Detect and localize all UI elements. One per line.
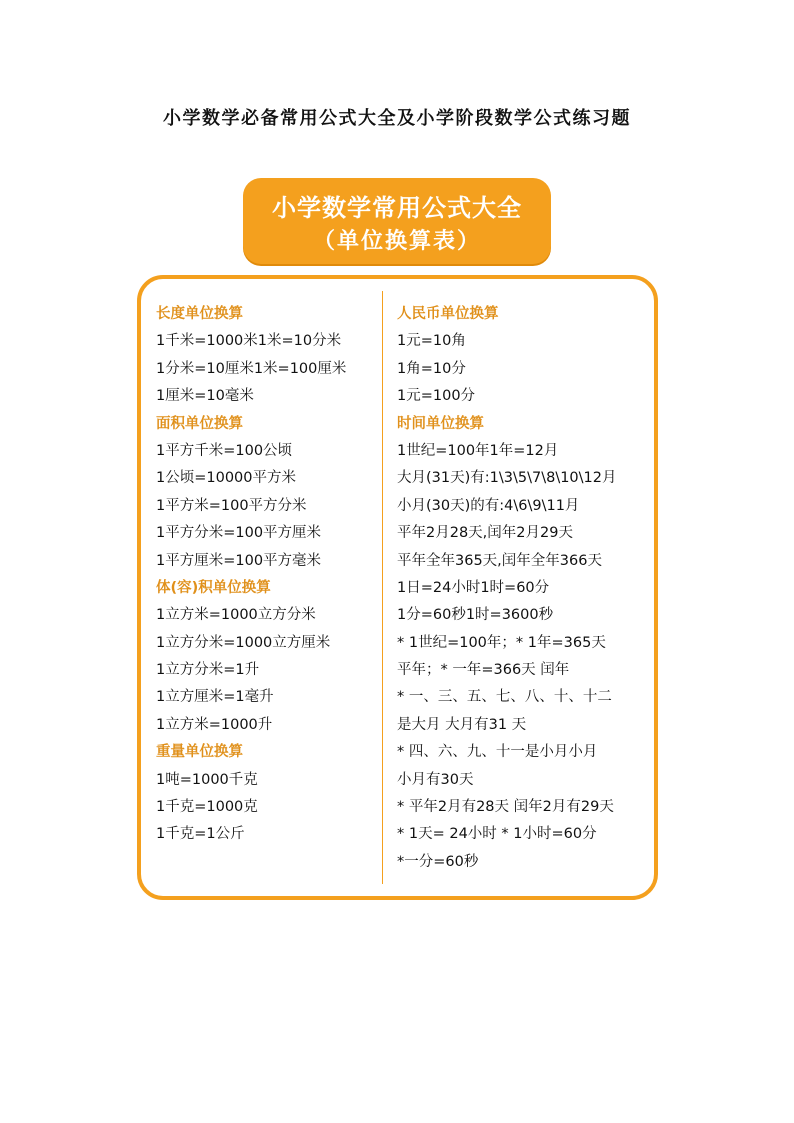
conversion-line: *一分=60秒: [397, 853, 479, 870]
conversion-line: 1分米=10厘米1米=100厘米: [156, 360, 347, 377]
conversion-line: * 一、三、五、七、八、十、十二: [397, 689, 612, 706]
conversion-line: 小月(30天)的有:4\6\9\11月: [397, 497, 580, 514]
conversion-line: 1立方米=1000升: [156, 716, 273, 733]
conversion-line: 是大月 大月有31 天: [397, 716, 527, 733]
column-divider: [382, 291, 383, 884]
conversion-line: 1公顷=10000平方米: [156, 470, 297, 487]
conversion-line: 1厘米=10毫米: [156, 388, 254, 405]
conversion-line: 1元=100分: [397, 388, 476, 405]
conversion-line: 1世纪=100年1年=12月: [397, 442, 559, 459]
section-heading: 面积单位换算: [156, 415, 243, 432]
conversion-line: * 1天= 24小时 * 1小时=60分: [397, 826, 597, 843]
conversion-line: * 平年2月有28天 闰年2月有29天: [397, 799, 614, 816]
conversion-line: 1立方米=1000立方分米: [156, 607, 316, 624]
conversion-line: 平年2月28天,闰年2月29天: [397, 525, 573, 542]
conversion-line: 1千克=1公斤: [156, 826, 245, 843]
conversion-line: * 四、六、九、十一是小月小月: [397, 744, 598, 761]
section-heading: 重量单位换算: [156, 744, 243, 761]
conversion-line: * 1世纪=100年；* 1年=365天: [397, 634, 606, 651]
page-title: 小学数学必备常用公式大全及小学阶段数学公式练习题: [163, 108, 631, 129]
banner-subtitle: （单位换算表）: [312, 229, 481, 254]
conversion-table-card: [137, 275, 658, 900]
section-banner: [243, 178, 551, 264]
conversion-line: 1平方分米=100平方厘米: [156, 525, 322, 542]
left-column: [156, 301, 376, 849]
conversion-line: 1立方分米=1000立方厘米: [156, 634, 331, 651]
conversion-line: 1平方千米=100公顷: [156, 442, 293, 459]
conversion-line: 1立方分米=1升: [156, 662, 260, 679]
section-heading: 长度单位换算: [156, 306, 243, 322]
conversion-line: 平年；* 一年=366天 闰年: [397, 662, 570, 679]
conversion-line: 1立方厘米=1毫升: [156, 689, 274, 706]
section-heading: 人民币单位换算: [397, 306, 499, 322]
section-heading: 体(容)积单位换算: [156, 579, 271, 596]
conversion-line: 1平方米=100平方分米: [156, 497, 307, 514]
conversion-line: 1角=10分: [397, 360, 466, 377]
conversion-line: 小月有30天: [397, 771, 474, 788]
banner-title: 小学数学常用公式大全: [272, 194, 522, 222]
right-column: [397, 301, 647, 876]
conversion-line: 1日=24小时1时=60分: [397, 579, 550, 596]
conversion-line: 大月(31天)有:1\3\5\7\8\10\12月: [397, 470, 617, 487]
conversion-line: 平年全年365天,闰年全年366天: [397, 552, 602, 569]
conversion-line: 1分=60秒1时=3600秒: [397, 607, 554, 624]
conversion-line: 1平方厘米=100平方毫米: [156, 552, 322, 569]
conversion-line: 1千米=1000米1米=10分米: [156, 333, 342, 350]
conversion-line: 1元=10角: [397, 333, 466, 350]
conversion-line: 1千克=1000克: [156, 799, 258, 816]
section-heading: 时间单位换算: [397, 415, 484, 432]
conversion-line: 1吨=1000千克: [156, 771, 258, 788]
